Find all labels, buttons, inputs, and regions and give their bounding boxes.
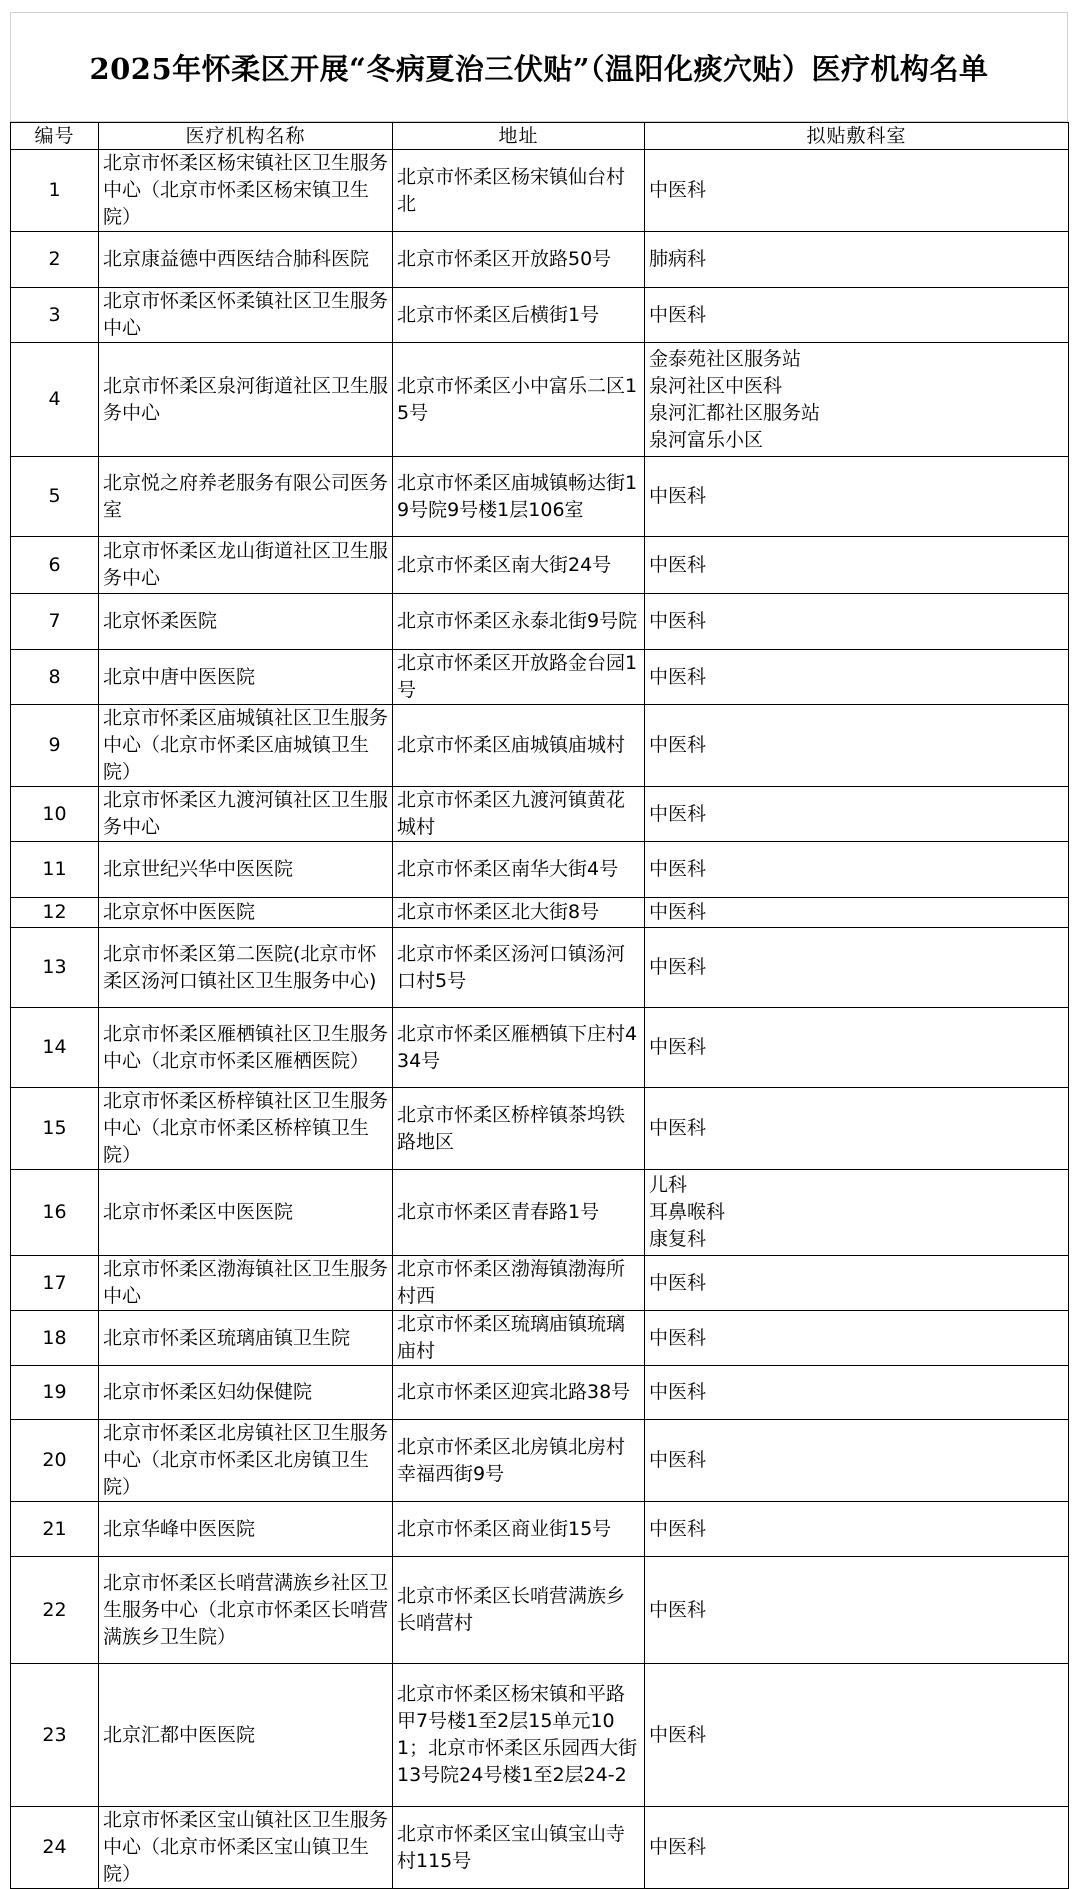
table-header xyxy=(11,123,1069,150)
cell-department: 儿科 耳鼻喉科 康复科 xyxy=(645,1170,1069,1256)
cell-department: 中医科 xyxy=(645,705,1069,787)
table-row xyxy=(11,232,1069,288)
cell-number: 17 xyxy=(11,1256,99,1311)
cell-department: 中医科 xyxy=(645,1502,1069,1557)
cell-number: 19 xyxy=(11,1366,99,1420)
cell-address: 北京市怀柔区开放路50号 xyxy=(393,232,645,288)
cell-institution-name: 北京市怀柔区中医医院 xyxy=(99,1170,393,1256)
cell-department: 中医科 xyxy=(645,1008,1069,1088)
table-body xyxy=(11,150,1069,1889)
table-row xyxy=(11,1088,1069,1170)
table-row xyxy=(11,1008,1069,1088)
cell-address: 北京市怀柔区庙城镇庙城村 xyxy=(393,705,645,787)
table-row xyxy=(11,1420,1069,1502)
cell-number: 7 xyxy=(11,594,99,650)
cell-address: 北京市怀柔区北大街8号 xyxy=(393,898,645,928)
cell-department: 中医科 xyxy=(645,898,1069,928)
cell-department: 中医科 xyxy=(645,787,1069,842)
table-row xyxy=(11,1502,1069,1557)
cell-number: 8 xyxy=(11,650,99,705)
cell-number: 9 xyxy=(11,705,99,787)
table-row xyxy=(11,928,1069,1008)
cell-address: 北京市怀柔区雁栖镇下庄村434号 xyxy=(393,1008,645,1088)
cell-institution-name: 北京市怀柔区琉璃庙镇卫生院 xyxy=(99,1311,393,1366)
cell-address: 北京市怀柔区小中富乐二区15号 xyxy=(393,343,645,457)
cell-number: 16 xyxy=(11,1170,99,1256)
table-row xyxy=(11,787,1069,842)
cell-institution-name: 北京世纪兴华中医医院 xyxy=(99,842,393,898)
cell-institution-name: 北京市怀柔区桥梓镇社区卫生服务中心（北京市怀柔区桥梓镇卫生院） xyxy=(99,1088,393,1170)
cell-number: 5 xyxy=(11,457,99,537)
cell-number: 23 xyxy=(11,1664,99,1807)
cell-number: 11 xyxy=(11,842,99,898)
cell-department: 中医科 xyxy=(645,1256,1069,1311)
cell-number: 21 xyxy=(11,1502,99,1557)
cell-department: 中医科 xyxy=(645,537,1069,594)
header-number: 编号 xyxy=(11,123,99,150)
cell-address: 北京市怀柔区迎宾北路38号 xyxy=(393,1366,645,1420)
table-row xyxy=(11,1807,1069,1889)
table-row xyxy=(11,343,1069,457)
cell-institution-name: 北京市怀柔区宝山镇社区卫生服务中心（北京市怀柔区宝山镇卫生院） xyxy=(99,1807,393,1889)
cell-department: 中医科 xyxy=(645,928,1069,1008)
table-row xyxy=(11,537,1069,594)
cell-institution-name: 北京市怀柔区杨宋镇社区卫生服务中心（北京市怀柔区杨宋镇卫生院） xyxy=(99,150,393,232)
table-row xyxy=(11,288,1069,343)
cell-institution-name: 北京市怀柔区泉河街道社区卫生服务中心 xyxy=(99,343,393,457)
cell-institution-name: 北京京怀中医医院 xyxy=(99,898,393,928)
cell-department: 中医科 xyxy=(645,1557,1069,1664)
cell-number: 10 xyxy=(11,787,99,842)
cell-department: 肺病科 xyxy=(645,232,1069,288)
cell-address: 北京市怀柔区长哨营满族乡长哨营村 xyxy=(393,1557,645,1664)
header-department: 拟贴敷科室 xyxy=(645,123,1069,150)
header-address: 地址 xyxy=(393,123,645,150)
cell-department: 中医科 xyxy=(645,1366,1069,1420)
table-row xyxy=(11,842,1069,898)
cell-number: 18 xyxy=(11,1311,99,1366)
cell-number: 1 xyxy=(11,150,99,232)
cell-department: 金泰苑社区服务站 泉河社区中医科 泉河汇都社区服务站 泉河富乐小区 xyxy=(645,343,1069,457)
cell-institution-name: 北京市怀柔区怀柔镇社区卫生服务中心 xyxy=(99,288,393,343)
table-row xyxy=(11,1664,1069,1807)
cell-department: 中医科 xyxy=(645,1420,1069,1502)
cell-number: 3 xyxy=(11,288,99,343)
cell-institution-name: 北京康益德中西医结合肺科医院 xyxy=(99,232,393,288)
cell-address: 北京市怀柔区桥梓镇茶坞铁路地区 xyxy=(393,1088,645,1170)
cell-address: 北京市怀柔区永泰北街9号院 xyxy=(393,594,645,650)
cell-address: 北京市怀柔区后横街1号 xyxy=(393,288,645,343)
cell-address: 北京市怀柔区汤河口镇汤河口村5号 xyxy=(393,928,645,1008)
cell-department: 中医科 xyxy=(645,1311,1069,1366)
cell-institution-name: 北京市怀柔区庙城镇社区卫生服务中心（北京市怀柔区庙城镇卫生院） xyxy=(99,705,393,787)
cell-address: 北京市怀柔区青春路1号 xyxy=(393,1170,645,1256)
cell-institution-name: 北京华峰中医医院 xyxy=(99,1502,393,1557)
cell-institution-name: 北京市怀柔区北房镇社区卫生服务中心（北京市怀柔区北房镇卫生院） xyxy=(99,1420,393,1502)
cell-institution-name: 北京中唐中医医院 xyxy=(99,650,393,705)
cell-address: 北京市怀柔区商业街15号 xyxy=(393,1502,645,1557)
table-row xyxy=(11,1170,1069,1256)
cell-institution-name: 北京怀柔医院 xyxy=(99,594,393,650)
cell-number: 20 xyxy=(11,1420,99,1502)
cell-address: 北京市怀柔区杨宋镇仙台村北 xyxy=(393,150,645,232)
cell-institution-name: 北京汇都中医医院 xyxy=(99,1664,393,1807)
cell-department: 中医科 xyxy=(645,842,1069,898)
institution-table xyxy=(10,122,1069,1889)
cell-institution-name: 北京市怀柔区雁栖镇社区卫生服务中心（北京市怀柔区雁栖医院） xyxy=(99,1008,393,1088)
cell-number: 14 xyxy=(11,1008,99,1088)
header-institution-name: 医疗机构名称 xyxy=(99,123,393,150)
cell-number: 24 xyxy=(11,1807,99,1889)
table-row xyxy=(11,1256,1069,1311)
table-row xyxy=(11,1311,1069,1366)
cell-institution-name: 北京悦之府养老服务有限公司医务室 xyxy=(99,457,393,537)
document-page xyxy=(10,12,1068,1889)
cell-department: 中医科 xyxy=(645,1664,1069,1807)
cell-address: 北京市怀柔区南大街24号 xyxy=(393,537,645,594)
cell-institution-name: 北京市怀柔区长哨营满族乡社区卫生服务中心（北京市怀柔区长哨营满族乡卫生院） xyxy=(99,1557,393,1664)
document-title: 2025年怀柔区开展“冬病夏治三伏贴”（温阳化痰穴贴）医疗机构名单 xyxy=(89,51,989,86)
cell-address: 北京市怀柔区杨宋镇和平路甲7号楼1至2层15单元101；北京市怀柔区乐园西大街13号院24号楼1至2层24-2 xyxy=(393,1664,645,1807)
table-row xyxy=(11,457,1069,537)
cell-department: 中医科 xyxy=(645,150,1069,232)
cell-number: 15 xyxy=(11,1088,99,1170)
cell-number: 6 xyxy=(11,537,99,594)
cell-institution-name: 北京市怀柔区龙山街道社区卫生服务中心 xyxy=(99,537,393,594)
cell-number: 12 xyxy=(11,898,99,928)
cell-address: 北京市怀柔区宝山镇宝山寺村115号 xyxy=(393,1807,645,1889)
table-row xyxy=(11,650,1069,705)
cell-number: 2 xyxy=(11,232,99,288)
title-box xyxy=(10,12,1068,122)
cell-address: 北京市怀柔区开放路金台园1号 xyxy=(393,650,645,705)
cell-address: 北京市怀柔区南华大街4号 xyxy=(393,842,645,898)
table-row xyxy=(11,1557,1069,1664)
cell-address: 北京市怀柔区渤海镇渤海所村西 xyxy=(393,1256,645,1311)
table-row xyxy=(11,150,1069,232)
table-row xyxy=(11,594,1069,650)
cell-address: 北京市怀柔区九渡河镇黄花城村 xyxy=(393,787,645,842)
cell-number: 4 xyxy=(11,343,99,457)
table-row xyxy=(11,898,1069,928)
cell-number: 22 xyxy=(11,1557,99,1664)
cell-address: 北京市怀柔区琉璃庙镇琉璃庙村 xyxy=(393,1311,645,1366)
cell-institution-name: 北京市怀柔区妇幼保健院 xyxy=(99,1366,393,1420)
cell-address: 北京市怀柔区北房镇北房村幸福西街9号 xyxy=(393,1420,645,1502)
cell-number: 13 xyxy=(11,928,99,1008)
cell-institution-name: 北京市怀柔区九渡河镇社区卫生服务中心 xyxy=(99,787,393,842)
cell-institution-name: 北京市怀柔区渤海镇社区卫生服务中心 xyxy=(99,1256,393,1311)
cell-department: 中医科 xyxy=(645,1807,1069,1889)
cell-address: 北京市怀柔区庙城镇畅达街19号院9号楼1层106室 xyxy=(393,457,645,537)
header-row xyxy=(11,123,1069,150)
cell-department: 中医科 xyxy=(645,650,1069,705)
cell-department: 中医科 xyxy=(645,594,1069,650)
cell-department: 中医科 xyxy=(645,288,1069,343)
table-row xyxy=(11,705,1069,787)
cell-department: 中医科 xyxy=(645,457,1069,537)
cell-institution-name: 北京市怀柔区第二医院(北京市怀柔区汤河口镇社区卫生服务中心) xyxy=(99,928,393,1008)
cell-department: 中医科 xyxy=(645,1088,1069,1170)
table-row xyxy=(11,1366,1069,1420)
